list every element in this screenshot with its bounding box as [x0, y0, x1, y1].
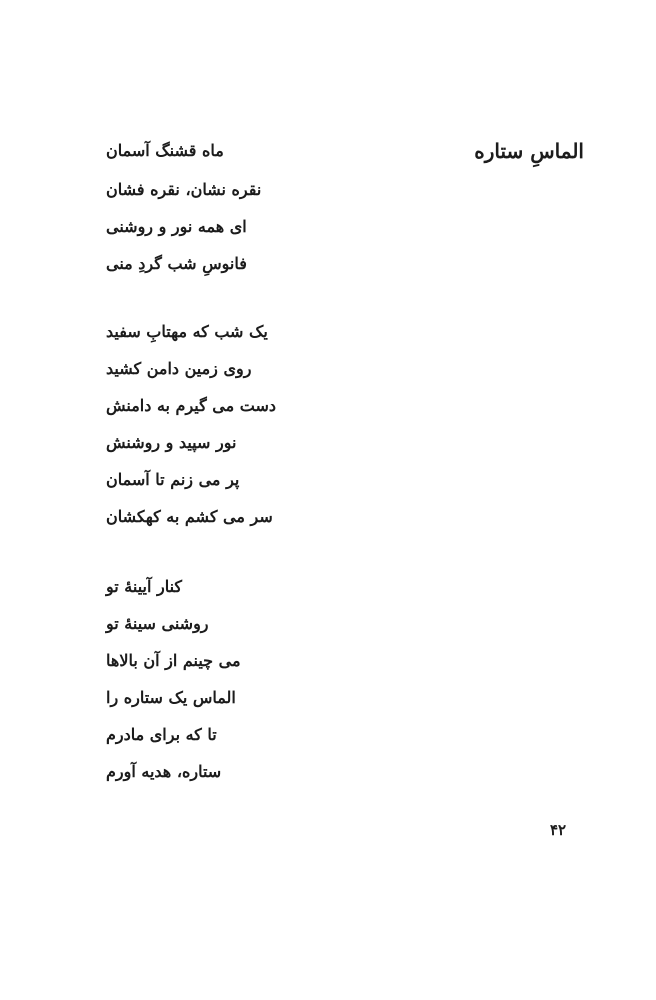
poem-line: نقره نشان، نقره فشان: [106, 180, 262, 199]
poem-line: دست می گیرم به دامنش: [106, 396, 277, 415]
poem-line: نور سپید و روشنش: [106, 433, 237, 452]
poem-title: الماسِ ستاره: [474, 139, 584, 163]
poem-line: پر می زنم تا آسمان: [106, 470, 240, 489]
poem-line: کنار آیینهٔ تو: [106, 577, 183, 596]
poem-line: الماس یک ستاره را: [106, 688, 236, 707]
poem-body: [106, 136, 306, 790]
stanza-1: [106, 136, 306, 282]
poem-line: ای همه نور و روشنی: [106, 217, 247, 236]
poem-line: ماه قشنگ آسمان: [106, 141, 224, 160]
poem-line: می چینم از آن بالاها: [106, 651, 241, 670]
poem-line: یک شب که مهتابِ سفید: [106, 322, 268, 341]
stanza-spacer: [106, 535, 306, 568]
poem-line: سر می کشم به کهکشان: [106, 507, 273, 526]
poem-line: فانوسِ شب گردِ منی: [106, 254, 247, 273]
stanza-3: [106, 568, 306, 790]
stanza-spacer: [106, 282, 306, 313]
page-number: ۴۲: [550, 821, 567, 839]
poem-line: تا که برای مادرم: [106, 725, 217, 744]
poem-line: روی زمین دامن کشید: [106, 359, 252, 378]
poem-line: روشنی سینهٔ تو: [106, 614, 209, 633]
stanza-2: [106, 313, 306, 535]
poem-line: ستاره، هدیه آورم: [106, 762, 222, 781]
